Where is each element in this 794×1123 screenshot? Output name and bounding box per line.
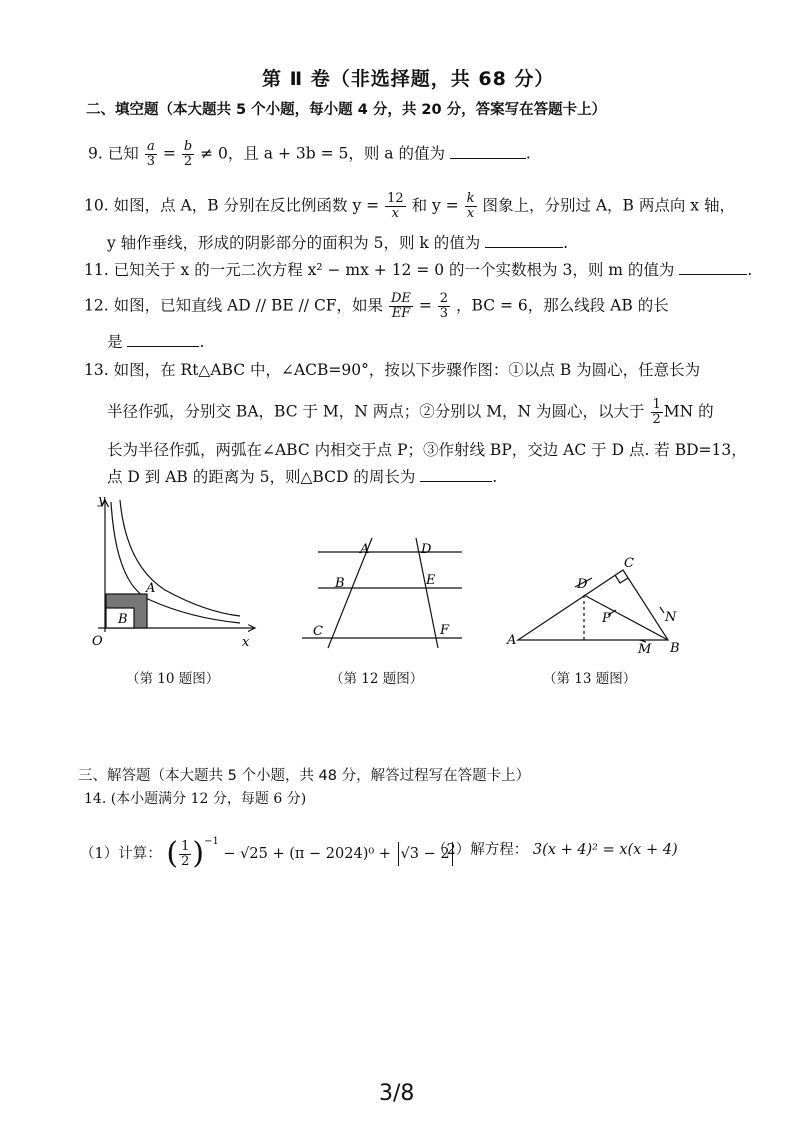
figures-row bbox=[80, 490, 720, 665]
question-text: ≠ 0，且 a + 3b = 5，则 a 的值为 bbox=[200, 144, 445, 163]
ray-bd bbox=[584, 595, 668, 640]
label-f: F bbox=[440, 623, 450, 638]
figure-13-caption: （第 13 题图） bbox=[543, 671, 637, 687]
question-13-line3: 长为半径作弧，两弧在∠ABC 内相交于点 P；③作射线 BP，交边 AC 于 D 点. 若 BD=13， bbox=[107, 441, 747, 459]
label-y: y bbox=[98, 493, 106, 508]
triangle-abc bbox=[518, 570, 668, 640]
question-text: 如图，点 A，B 分别在反比例函数 y = bbox=[113, 196, 380, 215]
label-d: D bbox=[577, 577, 588, 592]
fraction: $\frac{2}{3}$ bbox=[439, 291, 449, 321]
figure-12-caption: （第 12 题图） bbox=[330, 671, 424, 687]
fraction: $\frac{b}{2}$ bbox=[183, 139, 193, 169]
label-b: B bbox=[335, 576, 345, 591]
label-c: C bbox=[624, 556, 634, 571]
fraction: $\frac{DE}{EF}$ bbox=[391, 291, 411, 321]
part-label: （2）解方程： bbox=[432, 842, 529, 858]
question-14-part2 bbox=[432, 840, 678, 860]
question-number: 10. bbox=[84, 196, 109, 215]
label-p: P bbox=[602, 611, 611, 626]
answer-blank[interactable] bbox=[679, 260, 747, 275]
label-b: B bbox=[118, 612, 128, 627]
question-text: ，BC = 6，那么线段 AB 的长 bbox=[456, 296, 669, 315]
question-text: y 轴作垂线，形成的阴影部分的面积为 5，则 k 的值为 bbox=[107, 234, 481, 252]
figure-13 bbox=[518, 570, 668, 642]
question-12: 12. 如图，已知直线 AD // BE // CF，如果 $\frac{DE}{EF}$ = $\frac{2}{3}$ ，BC = 6，那么线段 AB 的长 bbox=[84, 291, 669, 321]
question-10: 10. 如图，点 A，B 分别在反比例函数 y = $\frac{12}{x}$ 和 y = $\frac{k}{x}$ 图象上，分别过 A，B 两点向 x 轴， bbox=[84, 191, 735, 221]
question-number: 9. bbox=[88, 144, 103, 163]
question-9: 9. 已知 $\frac{a}{3}$ = $\frac{b}{2}$ ≠ 0，且 a + 3b = 5，则 a 的值为 . bbox=[88, 139, 531, 169]
answer-blank[interactable] bbox=[127, 332, 199, 347]
figure-10-caption: （第 10 题图） bbox=[126, 671, 220, 687]
label-b: B bbox=[670, 641, 680, 656]
question-14-title: 14. (本小题满分 12 分，每题 6 分) bbox=[84, 791, 307, 807]
question-text: 如图，已知直线 AD // BE // CF，如果 bbox=[113, 296, 384, 315]
page-title: 第 Ⅱ 卷（非选择题，共 68 分） bbox=[262, 68, 555, 90]
question-text: 如图，在 Rt△ABC 中，∠ACB=90°，按以下步骤作图：①以点 B 为圆心，任意长为 bbox=[113, 361, 701, 379]
question-12-line2: 是 . bbox=[107, 333, 205, 351]
label-n: N bbox=[665, 610, 677, 625]
fraction: $\frac{k}{x}$ bbox=[466, 191, 475, 221]
question-number: 12. bbox=[84, 296, 109, 315]
label-a: A bbox=[146, 581, 156, 596]
label-d: D bbox=[421, 542, 432, 557]
question-13-line2: 半径作弧，分别交 BA，BC 于 M，N 两点；②分别以 M，N 为圆心，以大于 $\frac{1}{2}$ MN 的 bbox=[107, 397, 714, 427]
section-heading: 三、解答题（本大题共 5 个小题，共 48 分，解答过程写在答题卡上） bbox=[78, 768, 531, 784]
part-label: （1）计算： bbox=[80, 846, 162, 862]
question-text: 已知关于 x 的一元二次方程 x² − mx + 12 = 0 的一个实数根为 3，则 m 的值为 bbox=[113, 261, 675, 279]
question-text: 图象上，分别过 A，B 两点向 x 轴， bbox=[482, 196, 735, 215]
fraction: $\frac{1}{2}$ bbox=[181, 838, 190, 869]
right-angle-mark bbox=[615, 575, 628, 583]
page-number: 3/8 bbox=[379, 1081, 415, 1106]
answer-blank[interactable] bbox=[450, 144, 526, 159]
label-e: E bbox=[426, 573, 436, 588]
answer-blank[interactable] bbox=[485, 233, 563, 248]
fraction: $\frac{a}{3}$ bbox=[146, 139, 155, 169]
label-x: x bbox=[242, 635, 250, 650]
fraction: $\frac{1}{2}$ bbox=[652, 397, 661, 427]
arc-mark-n bbox=[660, 607, 664, 613]
fraction: $\frac{12}{x}$ bbox=[387, 191, 404, 221]
equation: 3(x + 4)² = x(x + 4) bbox=[532, 842, 678, 858]
question-13-line4: 点 D 到 AB 的距离为 5，则△BCD 的周长为 . bbox=[107, 468, 498, 486]
label-c: C bbox=[313, 624, 323, 639]
answer-blank[interactable] bbox=[420, 467, 492, 482]
question-13 bbox=[84, 360, 700, 380]
question-11: 11. 已知关于 x 的一元二次方程 x² − mx + 12 = 0 的一个实数根为 3，则 m 的值为 . bbox=[84, 261, 753, 279]
label-a: A bbox=[507, 633, 517, 648]
question-text: 已知 bbox=[107, 144, 139, 163]
label-o: O bbox=[92, 634, 103, 649]
question-10-line2: y 轴作垂线，形成的阴影部分的面积为 5，则 k 的值为 . bbox=[107, 234, 569, 252]
label-a: A bbox=[360, 542, 370, 557]
section-heading: 二、填空题（本大题共 5 个小题，每小题 4 分，共 20 分，答案写在答题卡上） bbox=[86, 102, 607, 118]
figure-12 bbox=[302, 538, 462, 648]
question-14-part1: （1）计算： ( $\frac{1}{2}$ )$^{-1}$ − √25 + (π − 2024)⁰ + √3 − 2 bbox=[80, 832, 455, 869]
question-number: 13. bbox=[84, 361, 109, 379]
label-m: M bbox=[638, 642, 652, 657]
question-number: 11. bbox=[84, 261, 109, 279]
